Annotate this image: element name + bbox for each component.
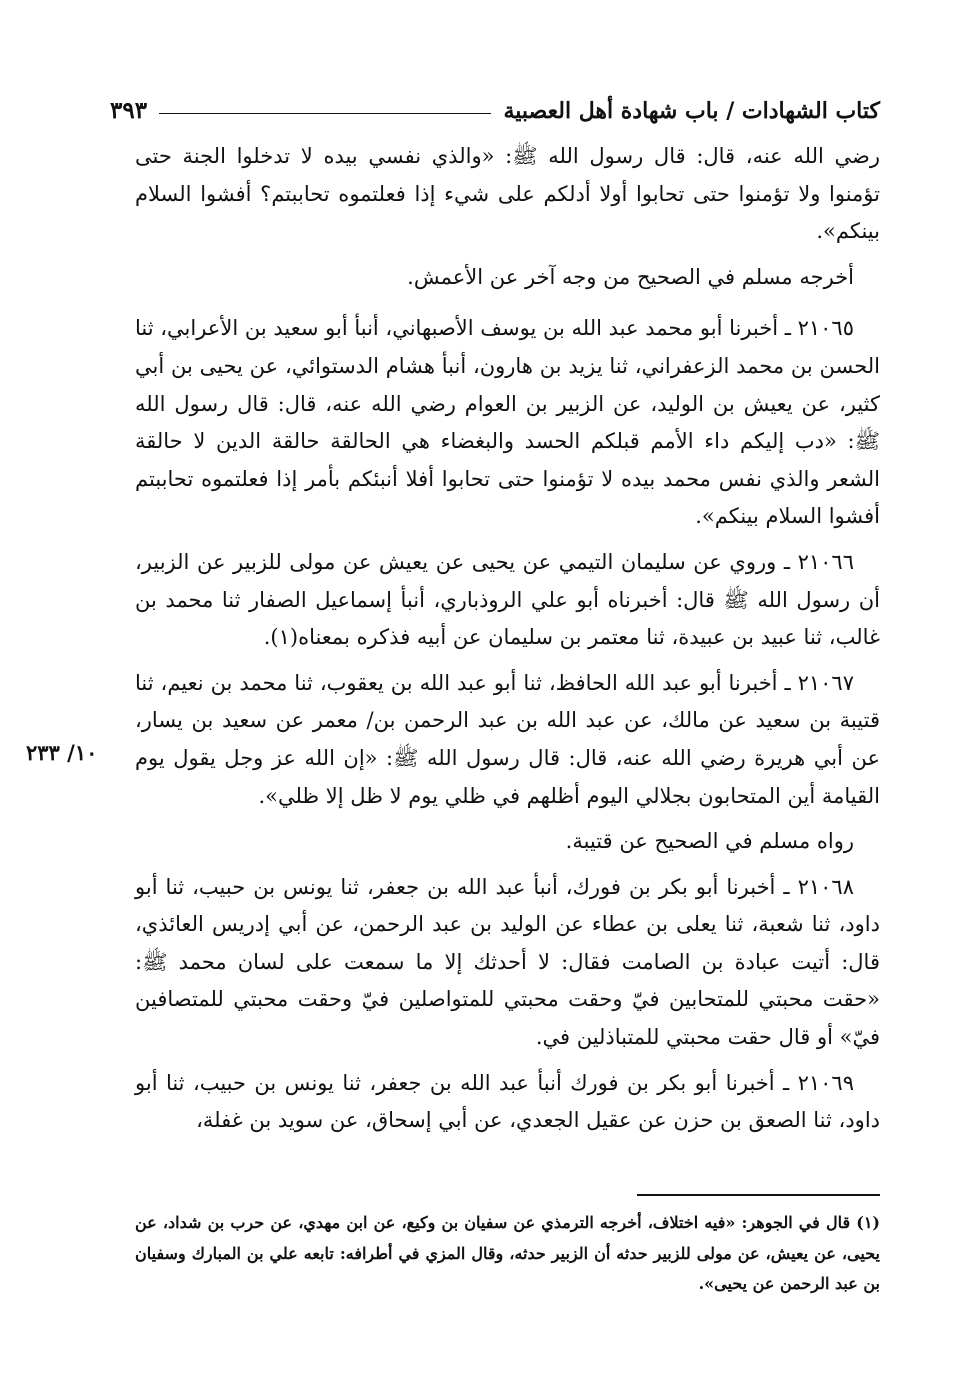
hadith-21067: ٢١٠٦٧ ـ أخبرنا أبو عبد الله الحافظ، ثنا أبو عبد الله بن يعقوب، ثنا محمد بن نعيم، ثنا قتيبة بن سعيد عن مالك، عن عبد الله بن عبد الرحمن بن/ معمر عن سعيد بن يسار، عن أبي هريرة رضي الله عنه، قال: قال رسول الله ﷺ: «إن الله عز وجل يقول يوم القيامة أين المتحابون بجلالي اليوم أظلهم في ظلي يوم لا ظل إلا ظلي». [135, 670, 880, 808]
hadith-21069: ٢١٠٦٩ ـ أخبرنا أبو بكر بن فورك أنبأ عبد الله بن جعفر، ثنا يونس بن حبيب، ثنا أبو داود، ثنا الصعق بن حزن عن عقيل الجعدي، عن أبي إسحاق، عن سويد بن غفلة، [135, 1070, 880, 1133]
footnotes [135, 1208, 880, 1300]
paragraph-takhrij-2: رواه مسلم في الصحيح عن قتيبة. [565, 829, 854, 854]
paragraph-continuation: رضي الله عنه، قال: قال رسول الله ﷺ: «والذي نفسي بيده لا تدخلوا الجنة حتى تؤمنوا ولا تؤمنوا حتى تحابوا أولا أدلكم على شيء إذا فعلتموه تحاببتم؟ أفشوا السلام بينكم». [135, 144, 881, 244]
hadith-21068: ٢١٠٦٨ ـ أخبرنا أبو بكر بن فورك، أنبأ عبد الله بن جعفر، ثنا يونس بن حبيب، ثنا أبو داود، ثنا شعبة، ثنا يعلى بن عطاء عن الوليد بن عبد الرحمن، عن أبي إدريس العائذي، قال: أتيت عبادة بن الصامت فقال: لا أحدثك إلا ما سمعت على لسان محمد ﷺ: «حقت محبتي للمتحابين فيّ وحقت محبتي للمتواصلين فيّ وحقت محبتي للمتصافين فيّ» أو قال حقت محبتي للمتباذلين في. [135, 874, 880, 1050]
footnote-1: (١) قال في الجوهر: «فيه اختلاف، أخرجه الترمذي عن سفيان بن وكيع، عن ابن مهدي، عن حرب بن شداد، عن يحيى، عن يعيش، عن مولى للزبير حدثه أن الزبير حدثه، وقال المزي في أطرافه: تابعه علي بن المبارك وسفيان بن عبد الرحمن عن يحيى». [135, 1213, 880, 1293]
hadith-21066: ٢١٠٦٦ ـ وروي عن سليمان التيمي عن يحيى عن يعيش عن مولى للزبير عن الزبير، أن رسول الله ﷺ قال: أخبرناه أبو علي الروذباري، أنبأ إسماعيل الصفار ثنا محمد بن غالب، ثنا عبيد بن عبيدة، ثنا معتمر بن سليمان عن أبيه فذكره بمعناه(١). [135, 549, 880, 650]
running-header [110, 84, 880, 124]
chapter-title: كتاب الشهادات / باب شهادة أهل العصبية [503, 98, 880, 124]
footnote-separator [637, 1194, 880, 1196]
main-text [135, 138, 880, 1148]
header-rule [159, 113, 491, 114]
hadith-21065: ٢١٠٦٥ ـ أخبرنا أبو محمد عبد الله بن يوسف الأصبهاني، أنبأ أبو سعيد بن الأعرابي، ثنا الحسن بن محمد الزعفراني، ثنا يزيد بن هارون، أنبأ هشام الدستوائي، عن يحيى بن أبي كثير، عن يعيش بن الوليد، عن الزبير بن العوام رضي الله عنه، قال: قال رسول الله ﷺ: «دب إليكم داء الأمم قبلكم الحسد والبغضاء هي الحالقة حالقة الدين لا حالقة الشعر والذي نفس محمد بيده لا تؤمنوا حتى تحابوا أفلا أنبئكم بأمر إذا فعلتموه تحاببتم أفشوا السلام بينكم». [135, 316, 880, 529]
paragraph-takhrij-1: أخرجه مسلم في الصحيح من وجه آخر عن الأعمش. [407, 264, 854, 289]
page-number: ٣٩٣ [110, 97, 148, 124]
margin-volume-reference: ١٠/ ٢٣٣ [26, 740, 98, 765]
